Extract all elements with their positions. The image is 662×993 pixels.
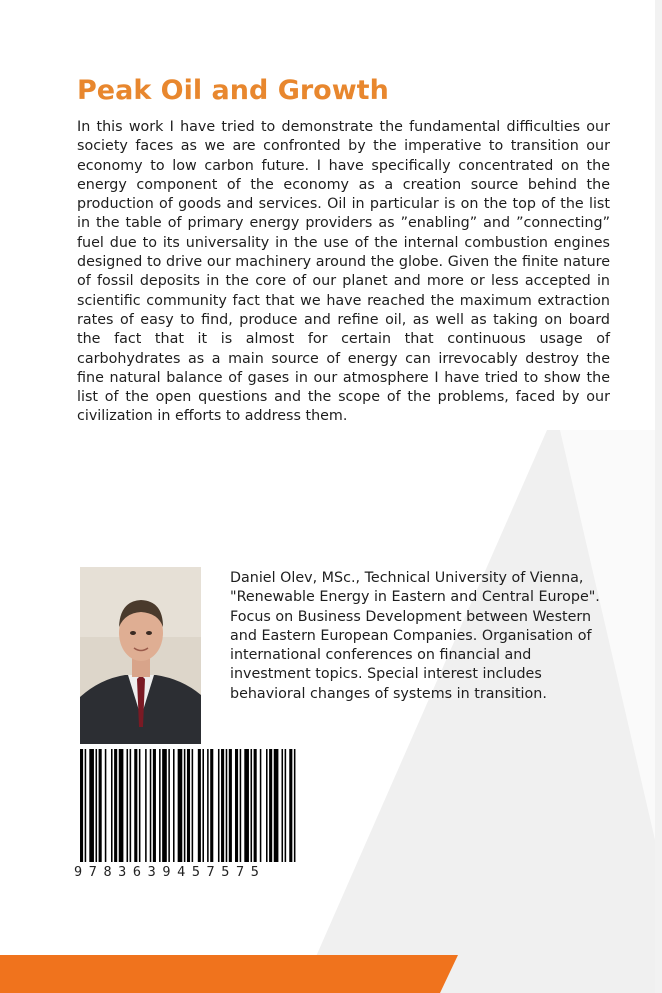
barcode-bar [178,749,183,862]
barcode-bar [244,749,249,862]
barcode-bar [266,749,268,862]
barcode-bar [198,749,201,862]
barcode-bar [192,749,194,862]
barcode-bar [150,749,152,862]
barcode-bar [111,749,113,862]
barcode-bar [114,749,117,862]
barcode-bar [159,749,161,862]
barcode-bar [119,749,124,862]
barcode-bar [235,749,238,862]
barcode-bar [289,749,292,862]
barcode-bar [251,749,253,862]
barcode-bar [210,749,213,862]
orange-footer-band [0,955,662,993]
barcode-bar [130,749,132,862]
author-photo [80,567,201,744]
barcode-bar [99,749,102,862]
barcode-bar [153,749,156,862]
barcode-bar [184,749,186,862]
barcode-bar [202,749,204,862]
barcode-bar [162,749,167,862]
barcode-bar [294,749,296,862]
barcode-bar [240,749,242,862]
book-description: In this work I have tried to demonstrate the fundamental difficulties our society faces as we are confronted by the imperative to transition our economy to low carbon future. I have specifically concentrated on the energy component of the economy as a creation source behind the production of goods and services. Oil in particular is on the top of the list in the table of primary energy providers as ”enabling” and ”connecting” fuel due to its universality in the use of the internal combustion engines designed to drive our machinery around the globe. Given the finite nature of fossil deposits in the core of our planet and more or less accepted in scientific community fact that we have reached the maximum extraction rates of easy to find, produce and refine oil, as well as taking on board the fact that it is almost for certain that continuous usage of carbohydrates as a main source of energy can irrevocably destroy the fine natural balance of gases in our atmosphere I have tried to show the list of the open questions and the scope of the problems, faced by our civilization in efforts to address them. [77,119,610,425]
barcode-bar [127,749,129,862]
barcode-bar [282,749,284,862]
author-bio: Daniel Olev, MSc., Technical University of Vienna, "Renewable Energy in Eastern and Central Europe". Focus on Business Development between Western and Eastern European Companies. Organisation of international conferences on financial and investment topics. Special interest includes behavioral changes of systems in transition. [230,570,600,702]
barcode-bar [229,749,232,862]
book-title: Peak Oil and Growth [77,75,389,106]
barcode-bar [285,749,287,862]
isbn-barcode [74,749,306,889]
barcode-bar [226,749,228,862]
barcode-bar [145,749,147,862]
barcode-bar [218,749,220,862]
barcode-bars [80,749,300,862]
barcode-bar [139,749,141,862]
barcode-bar [187,749,190,862]
barcode-bar [89,749,94,862]
barcode-bar [260,749,262,862]
barcode-bar [85,749,87,862]
barcode-bar [274,749,279,862]
barcode-bar [96,749,98,862]
barcode-bar [173,749,175,862]
barcode-bar [269,749,272,862]
barcode-bar [80,749,83,862]
barcode-bar [207,749,209,862]
barcode-bar [134,749,137,862]
barcode-bar [221,749,224,862]
barcode-bar [168,749,170,862]
barcode-digits: 9783639457575 [74,864,266,880]
barcode-bar [254,749,257,862]
barcode-bar [105,749,107,862]
